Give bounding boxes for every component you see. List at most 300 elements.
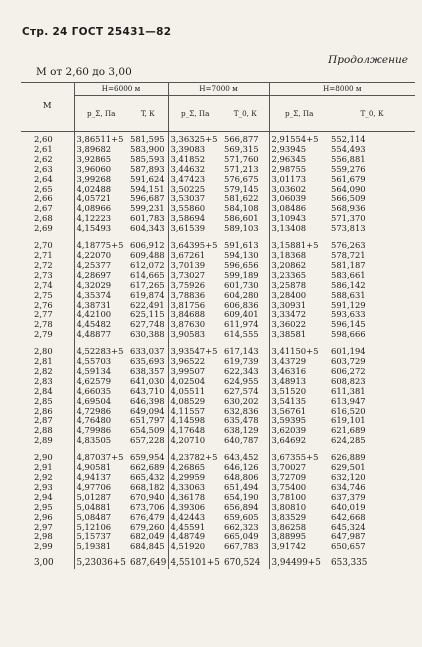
cell-p-6000: 5,04881: [74, 503, 128, 513]
cell-t-7000: 670,524: [224, 558, 261, 569]
cell-t-6000: 670,940: [130, 491, 165, 502]
cell-p-7000: 3,44632: [168, 165, 222, 175]
cell-p-7000: 3,93547+5: [168, 347, 222, 357]
cell-p-6000: 4,94137: [74, 473, 128, 483]
cell-p-6000: 5,23036+5: [74, 559, 128, 569]
cell-p-6000: 4,05721: [74, 194, 128, 204]
table-row: [21, 436, 415, 446]
cell-p-7000: 4,08529: [168, 397, 222, 407]
cell-t-7000: 624,955: [224, 375, 259, 386]
cell-t-6000: 673,706: [130, 501, 165, 512]
cell-t-6000: 682,049: [130, 531, 165, 542]
cell-t-8000: 642,668: [331, 511, 366, 522]
cell-t-6000: 606,912: [130, 240, 165, 251]
cell-p-7000: 4,29959: [168, 473, 222, 483]
cell-t-7000: 584,108: [224, 203, 259, 214]
cell-t-8000: 632,120: [331, 472, 366, 482]
cell-t-6000: 619,874: [130, 289, 165, 300]
cell-m: 2,71: [34, 249, 53, 260]
cell-t-8000: 619,101: [331, 415, 366, 426]
cell-t-8000: 645,324: [331, 521, 366, 532]
cell-m: 2,77: [34, 309, 53, 320]
cell-t-8000: 621,689: [331, 425, 366, 436]
cell-m: 2,82: [34, 365, 53, 376]
cell-t-8000: 629,501: [331, 462, 366, 473]
cell-p-7000: 4,51920: [168, 542, 222, 552]
cell-t-7000: 635,478: [224, 415, 259, 426]
cell-p-7000: 3,58694: [168, 214, 222, 224]
cell-t-6000: 604,343: [130, 223, 165, 234]
cell-t-6000: 633,037: [130, 346, 165, 357]
cell-p-8000: 3,59395: [269, 416, 329, 426]
cell-p-6000: 4,42100: [74, 310, 128, 320]
cell-t-6000: 662,689: [130, 462, 165, 473]
cell-t-7000: 571,213: [224, 163, 259, 174]
cell-p-6000: 4,76480: [74, 416, 128, 426]
cell-p-7000: 4,11557: [168, 407, 222, 417]
cell-p-8000: 3,86258: [269, 523, 329, 533]
cell-t-6000: 641,030: [130, 375, 165, 386]
cell-p-6000: 4,55703: [74, 357, 128, 367]
cell-p-7000: 4,55101+5: [168, 559, 222, 569]
cell-t-6000: 638,357: [130, 365, 165, 376]
cell-t-6000: 668,182: [130, 481, 165, 492]
cell-t-6000: 614,665: [130, 269, 165, 280]
sub-header-p-8000: p_Σ, Па: [269, 96, 329, 132]
cell-m: 2,81: [34, 356, 53, 367]
cell-t-7000: 651,494: [224, 481, 259, 492]
cell-t-8000: 608,823: [331, 375, 366, 386]
col-header-m: М: [21, 83, 74, 132]
cell-t-8000: 640,019: [331, 501, 366, 512]
cell-t-6000: 612,072: [130, 259, 165, 270]
cell-p-6000: 4,69504: [74, 397, 128, 407]
cell-p-6000: 4,38731: [74, 301, 128, 311]
cell-p-6000: 4,35374: [74, 291, 128, 301]
table-subtitle: М от 2,60 до 3,00: [36, 66, 132, 78]
cell-p-7000: 3,70139: [168, 261, 222, 271]
cell-t-7000: 569,315: [224, 143, 259, 154]
cell-p-7000: 3,96522: [168, 357, 222, 367]
table-row: [21, 291, 415, 301]
cell-m: 2,62: [34, 153, 53, 164]
cell-p-6000: 4,25377: [74, 261, 128, 271]
cell-t-7000: 581,622: [224, 193, 259, 204]
cell-p-8000: 3,23365: [269, 271, 329, 281]
cell-t-8000: 598,666: [331, 329, 366, 340]
cell-t-6000: 684,845: [130, 541, 165, 552]
cell-t-7000: 638,129: [224, 425, 259, 436]
cell-t-7000: 654,190: [224, 491, 259, 502]
cell-p-6000: 5,08487: [74, 513, 128, 523]
cell-p-7000: 3,41852: [168, 155, 222, 165]
cell-p-8000: 3,48913: [269, 377, 329, 387]
cell-t-6000: 679,260: [130, 521, 165, 532]
cell-t-8000: 588,631: [331, 289, 366, 300]
cell-p-7000: 3,84688: [168, 310, 222, 320]
cell-t-7000: 662,323: [224, 521, 259, 532]
cell-t-8000: 581,187: [331, 259, 366, 270]
cell-p-7000: 4,33063: [168, 483, 222, 493]
table-row: [21, 542, 415, 552]
cell-p-8000: 3,62039: [269, 426, 329, 436]
cell-m: 2,95: [34, 501, 53, 512]
cell-t-7000: 591,613: [224, 240, 259, 251]
cell-t-7000: 622,343: [224, 365, 259, 376]
cell-p-8000: 2,93945: [269, 145, 329, 155]
cell-t-8000: 568,936: [331, 203, 366, 214]
cell-m: 2,68: [34, 213, 53, 224]
cell-p-6000: 5,15737: [74, 532, 128, 542]
cell-p-6000: 4,08966: [74, 204, 128, 214]
cell-p-8000: 3,83529: [269, 513, 329, 523]
cell-p-7000: 4,17648: [168, 426, 222, 436]
cell-p-8000: 3,78100: [269, 493, 329, 503]
cell-t-7000: 646,126: [224, 462, 259, 473]
cell-p-8000: 3,41150+5: [269, 347, 329, 357]
cell-p-8000: 3,33472: [269, 310, 329, 320]
cell-p-7000: 3,55860: [168, 204, 222, 214]
cell-t-8000: 556,881: [331, 153, 366, 164]
cell-t-7000: 665,049: [224, 531, 259, 542]
cell-p-6000: 3,99268: [74, 175, 128, 185]
cell-t-6000: 657,228: [130, 435, 165, 446]
group-header-6000: H=6000 м: [74, 83, 168, 96]
cell-m: 2,89: [34, 435, 53, 446]
cell-p-7000: 3,90583: [168, 330, 222, 340]
cell-t-8000: 571,370: [331, 213, 366, 224]
cell-p-6000: 4,28697: [74, 271, 128, 281]
cell-p-6000: 3,86511+5: [74, 135, 128, 145]
cell-p-7000: 4,23782+5: [168, 453, 222, 463]
cell-t-6000: 594,151: [130, 183, 165, 194]
cell-t-7000: 604,280: [224, 289, 259, 300]
cell-t-7000: 667,783: [224, 541, 259, 552]
cell-p-8000: 3,67355+5: [269, 453, 329, 463]
cell-m: 2,63: [34, 163, 53, 174]
cell-t-8000: 626,889: [331, 452, 366, 463]
sub-header-t-6000: T, К: [128, 96, 168, 132]
table-body: [21, 132, 415, 570]
cell-p-8000: 3,94499+5: [269, 559, 329, 569]
cell-p-6000: 4,59134: [74, 367, 128, 377]
cell-t-7000: 656,894: [224, 501, 259, 512]
cell-p-8000: 3,08486: [269, 204, 329, 214]
cell-t-6000: 676,479: [130, 511, 165, 522]
cell-t-7000: 630,202: [224, 395, 259, 406]
cell-p-8000: 3,56761: [269, 407, 329, 417]
sub-header-t-8000: T_0, К: [329, 96, 415, 132]
cell-t-7000: 627,574: [224, 385, 259, 396]
cell-t-6000: 687,649: [130, 558, 167, 569]
cell-m: 2,83: [34, 375, 53, 386]
cell-p-6000: 4,12223: [74, 214, 128, 224]
cell-p-6000: 4,90581: [74, 463, 128, 473]
cell-m: 2,99: [34, 541, 53, 552]
cell-p-7000: 4,26865: [168, 463, 222, 473]
cell-p-6000: 4,79986: [74, 426, 128, 436]
continuation-label: Продолжение: [328, 54, 408, 66]
cell-t-7000: 566,877: [224, 134, 259, 144]
cell-m: 2,70: [34, 240, 53, 251]
cell-m: 2,78: [34, 319, 53, 330]
cell-p-7000: 4,48749: [168, 532, 222, 542]
cell-m: 2,72: [34, 259, 53, 270]
page-header: Стр. 24 ГОСТ 25431—82: [22, 26, 172, 38]
cell-p-8000: 3,91742: [269, 542, 329, 552]
cell-t-6000: 601,783: [130, 213, 165, 224]
cell-p-8000: 3,01173: [269, 175, 329, 185]
cell-t-6000: 625,115: [130, 309, 165, 320]
cell-t-6000: 622,491: [130, 299, 165, 310]
cell-p-7000: 3,99507: [168, 367, 222, 377]
cell-m: 2,96: [34, 511, 53, 522]
sub-header-t-7000: T_0, К: [222, 96, 269, 132]
data-table: [21, 82, 415, 569]
cell-t-8000: 613,947: [331, 395, 366, 406]
cell-p-7000: 3,81756: [168, 301, 222, 311]
cell-t-8000: 616,520: [331, 405, 366, 416]
cell-t-6000: 591,624: [130, 173, 165, 184]
cell-t-8000: 634,746: [331, 481, 366, 492]
cell-p-8000: 3,72709: [269, 473, 329, 483]
cell-m: 2,61: [34, 143, 53, 154]
cell-t-8000: 552,114: [331, 134, 366, 144]
cell-t-8000: 596,145: [331, 319, 366, 330]
cell-t-8000: 647,987: [331, 531, 366, 542]
cell-m: 2,74: [34, 279, 53, 290]
cell-t-8000: 564,090: [331, 183, 366, 194]
cell-p-6000: 5,19381: [74, 542, 128, 552]
cell-p-8000: 3,20862: [269, 261, 329, 271]
cell-p-8000: 3,28400: [269, 291, 329, 301]
cell-p-7000: 3,53037: [168, 194, 222, 204]
cell-t-8000: 637,379: [331, 491, 366, 502]
cell-p-8000: 3,30931: [269, 301, 329, 311]
cell-t-6000: 585,593: [130, 153, 165, 164]
cell-t-8000: 578,721: [331, 249, 366, 260]
cell-p-7000: 4,45591: [168, 523, 222, 533]
cell-p-8000: 2,98755: [269, 165, 329, 175]
cell-p-7000: 3,78836: [168, 291, 222, 301]
cell-m: 2,85: [34, 395, 53, 406]
cell-t-7000: 640,787: [224, 435, 259, 446]
cell-t-6000: 587,893: [130, 163, 165, 174]
cell-p-6000: 3,89682: [74, 145, 128, 155]
cell-p-6000: 5,12106: [74, 523, 128, 533]
cell-t-6000: 646,398: [130, 395, 165, 406]
cell-t-7000: 659,605: [224, 511, 259, 522]
cell-p-8000: 3,46316: [269, 367, 329, 377]
cell-t-8000: 624,285: [331, 435, 366, 446]
cell-p-6000: 4,97706: [74, 483, 128, 493]
cell-m: 2,79: [34, 329, 53, 340]
cell-t-6000: 581,595: [130, 134, 165, 144]
cell-p-6000: 4,52283+5: [74, 347, 128, 357]
cell-m: 2,94: [34, 491, 53, 502]
cell-p-8000: 3,38581: [269, 330, 329, 340]
cell-t-6000: 627,748: [130, 319, 165, 330]
cell-p-7000: 3,75926: [168, 281, 222, 291]
cell-p-8000: 3,70027: [269, 463, 329, 473]
cell-t-8000: 603,729: [331, 356, 366, 367]
cell-p-6000: 4,15493: [74, 224, 128, 234]
cell-p-6000: 4,83505: [74, 436, 128, 446]
cell-p-7000: 4,39306: [168, 503, 222, 513]
cell-p-7000: 3,73027: [168, 271, 222, 281]
cell-p-8000: 3,54135: [269, 397, 329, 407]
cell-t-8000: 606,272: [331, 365, 366, 376]
cell-p-8000: 3,80810: [269, 503, 329, 513]
cell-t-7000: 648,806: [224, 472, 259, 482]
cell-p-6000: 5,01287: [74, 493, 128, 503]
cell-m: 2,65: [34, 183, 53, 194]
cell-t-7000: 589,103: [224, 223, 259, 234]
cell-t-6000: 643,710: [130, 385, 165, 396]
cell-p-7000: 4,05511: [168, 387, 222, 397]
cell-p-6000: 4,66035: [74, 387, 128, 397]
cell-m: 2,76: [34, 299, 53, 310]
cell-p-7000: 4,14598: [168, 416, 222, 426]
cell-t-6000: 609,488: [130, 249, 165, 260]
cell-t-8000: 576,263: [331, 240, 366, 251]
table-row: [21, 224, 415, 234]
cell-t-7000: 609,401: [224, 309, 259, 320]
cell-m: 2,97: [34, 521, 53, 532]
cell-m: 2,84: [34, 385, 53, 396]
cell-m: 3,00: [34, 558, 54, 569]
cell-m: 2,93: [34, 481, 53, 492]
cell-m: 2,91: [34, 462, 53, 473]
cell-p-8000: 3,18368: [269, 251, 329, 261]
cell-p-8000: 3,15881+5: [269, 241, 329, 251]
cell-t-7000: 611,974: [224, 319, 259, 330]
cell-t-7000: 601,730: [224, 279, 259, 290]
cell-p-7000: 3,39083: [168, 145, 222, 155]
cell-t-6000: 583,900: [130, 143, 165, 154]
cell-p-7000: 3,64395+5: [168, 241, 222, 251]
cell-t-6000: 649,094: [130, 405, 165, 416]
cell-m: 2,98: [34, 531, 53, 542]
cell-t-7000: 606,836: [224, 299, 259, 310]
cell-t-8000: 611,381: [331, 385, 366, 396]
cell-p-8000: 2,91554+5: [269, 135, 329, 145]
cell-p-6000: 4,62579: [74, 377, 128, 387]
sub-header-p-7000: p_Σ, Па: [168, 96, 222, 132]
cell-m: 2,67: [34, 203, 53, 214]
cell-m: 2,60: [34, 134, 53, 144]
cell-p-8000: 3,51520: [269, 387, 329, 397]
cell-p-7000: 4,20710: [168, 436, 222, 446]
cell-t-8000: 573,813: [331, 223, 366, 234]
cell-p-8000: 3,64692: [269, 436, 329, 446]
cell-t-7000: 586,601: [224, 213, 259, 224]
cell-p-8000: 3,10943: [269, 214, 329, 224]
cell-t-6000: 599,231: [130, 203, 165, 214]
cell-t-8000: 566,509: [331, 193, 366, 204]
cell-t-8000: 559,276: [331, 163, 366, 174]
cell-t-7000: 614,555: [224, 329, 259, 340]
cell-p-7000: 4,42443: [168, 513, 222, 523]
cell-t-8000: 554,493: [331, 143, 366, 154]
cell-t-7000: 617,143: [224, 346, 259, 357]
group-header-7000: H=7000 м: [168, 83, 269, 96]
cell-p-8000: 3,25878: [269, 281, 329, 291]
cell-p-8000: 3,36022: [269, 320, 329, 330]
cell-m: 2,80: [34, 346, 53, 357]
cell-p-7000: 3,87630: [168, 320, 222, 330]
cell-m: 2,92: [34, 472, 53, 482]
cell-p-8000: 2,96345: [269, 155, 329, 165]
cell-p-7000: 3,61539: [168, 224, 222, 234]
cell-t-6000: 654,509: [130, 425, 165, 436]
cell-t-7000: 643,452: [224, 452, 259, 463]
cell-m: 2,73: [34, 269, 53, 280]
cell-t-8000: 586,142: [331, 279, 366, 290]
cell-t-8000: 561,679: [331, 173, 366, 184]
cell-p-6000: 3,92865: [74, 155, 128, 165]
cell-t-6000: 665,432: [130, 472, 165, 482]
cell-p-7000: 3,36325+5: [168, 135, 222, 145]
cell-p-6000: 4,32029: [74, 281, 128, 291]
cell-m: 2,66: [34, 193, 53, 204]
sub-header-p-6000: p_Σ, Па: [74, 96, 128, 132]
cell-m: 2,88: [34, 425, 53, 436]
cell-p-7000: 4,36178: [168, 493, 222, 503]
table-row: [21, 330, 415, 340]
cell-m: 2,69: [34, 223, 53, 234]
cell-p-6000: 4,48877: [74, 330, 128, 340]
cell-p-6000: 4,72986: [74, 407, 128, 417]
cell-t-7000: 599,189: [224, 269, 259, 280]
cell-p-8000: 3,88995: [269, 532, 329, 542]
cell-p-7000: 3,67261: [168, 251, 222, 261]
cell-p-8000: 3,75400: [269, 483, 329, 493]
cell-t-6000: 659,954: [130, 452, 165, 463]
cell-t-7000: 632,836: [224, 405, 259, 416]
group-header-8000: H=8000 м: [269, 83, 415, 96]
cell-p-8000: 3,03602: [269, 185, 329, 195]
cell-p-6000: 4,18775+5: [74, 241, 128, 251]
table-row: [21, 559, 415, 569]
cell-m: 2,86: [34, 405, 53, 416]
cell-t-7000: 594,130: [224, 249, 259, 260]
cell-t-8000: 601,194: [331, 346, 366, 357]
cell-t-7000: 576,675: [224, 173, 259, 184]
cell-p-7000: 3,47423: [168, 175, 222, 185]
cell-t-8000: 593,633: [331, 309, 366, 320]
cell-p-6000: 3,96060: [74, 165, 128, 175]
cell-t-8000: 583,661: [331, 269, 366, 280]
cell-t-7000: 619,739: [224, 356, 259, 367]
cell-m: 2,90: [34, 452, 53, 463]
cell-t-6000: 630,388: [130, 329, 165, 340]
cell-t-8000: 591,129: [331, 299, 366, 310]
cell-t-7000: 571,760: [224, 153, 259, 164]
cell-p-6000: 4,87037+5: [74, 453, 128, 463]
cell-p-6000: 4,02488: [74, 185, 128, 195]
cell-m: 2,64: [34, 173, 53, 184]
cell-t-6000: 617,265: [130, 279, 165, 290]
cell-t-6000: 651,797: [130, 415, 165, 426]
cell-p-6000: 4,45482: [74, 320, 128, 330]
cell-t-6000: 635,693: [130, 356, 165, 367]
cell-t-7000: 579,145: [224, 183, 259, 194]
cell-p-7000: 3,50225: [168, 185, 222, 195]
cell-p-6000: 4,22070: [74, 251, 128, 261]
cell-t-8000: 650,657: [331, 541, 366, 552]
cell-t-7000: 596,656: [224, 259, 259, 270]
